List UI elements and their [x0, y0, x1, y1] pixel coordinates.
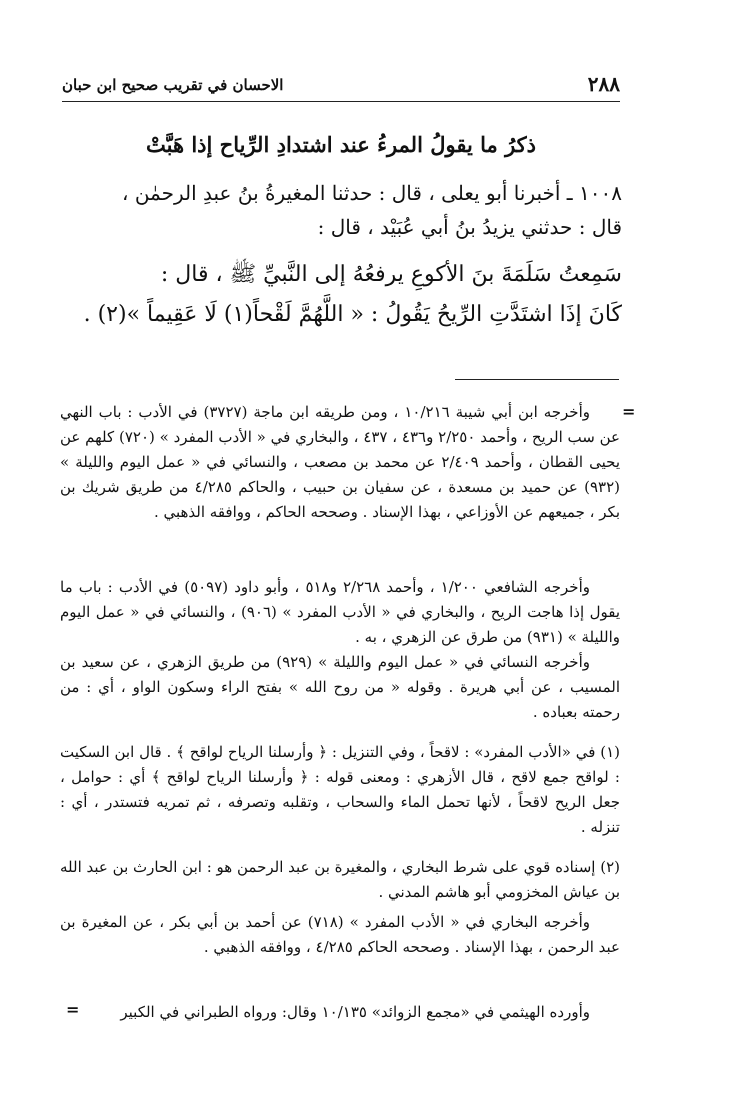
footnote-2: (٢) إسناده قوي على شرط البخاري ، والمغيرة بن عبد الرحمن هو : ابن الحارث بن عبد الله بن عياش المخزومي أبو هاشم المدني .: [60, 858, 620, 901]
page-number: ٢٨٨: [587, 72, 620, 96]
footnote-takhrij-2: وأخرجه الشافعي ١/٢٠٠ ، وأحمد ٢/٢٦٨ و٥١٨ ، وأبو داود (٥٠٩٧) في الأدب : باب ما يقول إذا هاجت الريح ، والبخاري في « الأدب المفرد » (٩٠٦) ، والنسائي في « عمل اليوم والليلة » (٩٣١) من طرق عن الزهري ، به .: [60, 578, 621, 646]
footnote-takhrij-4: وأخرجه البخاري في « الأدب المفرد » (٧١٨) عن أحمد بن أبي بكر ، عن المغيرة بن عبد الرحمن ، بهذا الإسناد . وصححه الحاكم ٤/٢٨٥ ، ووافقه الذهبي .: [60, 913, 620, 956]
footnote-separator: [455, 379, 619, 380]
hadith-line-3: سَمِعتُ سَلَمَةَ بنَ الأكوعِ يرفعُهُ إلى النَّبيِّ ﷺ ، قال :: [160, 262, 622, 287]
footnote-1: (١) في «الأدب المفرد» : لاقحاً ، وفي التنزيل : ﴿ وأرسلنا الرياح لواقح ﴾ . قال ابن السكيت : لواقح جمع لاقح ، قال الأزهري : ومعنى قوله : ﴿ وأرسلنا الرياح لواقح ﴾ أي : حوامل ، جعل الريح لاقحاً ، لأنها تحمل الماء والسحاب ، وتقلبه وتصرفه ، ثم تمريه فتستدر ، أي : تنزله .: [60, 743, 620, 836]
continuation-mark-top: =: [622, 402, 636, 421]
header-divider: [62, 101, 620, 102]
footnote-takhrij-1: وأخرجه ابن أبي شيبة ١٠/٢١٦ ، ومن طريقه ابن ماجة (٣٧٢٧) في الأدب : باب النهي عن سب الريح ، وأحمد ٢/٢٥٠ و٤٣٦ ، ٤٣٧ ، والبخاري في « الأدب المفرد » (٧٢٠) كلهم عن يحيى القطان ، وأحمد ٢/٤٠٩ عن محمد بن مصعب ، والنسائي في « عمل اليوم والليلة » (٩٣٢) عن حميد بن مسعدة ، عن سفيان بن حبيب ، والحاكم ٤/٢٨٥ من طريق شريك بن بكر ، جميعهم عن الأوزاعي ، بهذا الإسناد . وصححه الحاكم ، ووافقه الذهبي .: [60, 403, 621, 521]
chapter-title: ذكرُ ما يقولُ المرءُ عند اشتدادِ الرِّياح إذا هَبَّتْ: [145, 132, 537, 157]
footnote-takhrij-5: وأورده الهيثمي في «مجمع الزوائد» ١٠/١٣٥ وقال: ورواه الطبراني في الكبير: [120, 1003, 590, 1021]
hadith-line-1: ١٠٠٨ ـ أخبرنا أبو يعلى ، قال : حدثنا المغيرةُ بنُ عبدِ الرحمٰن ،: [122, 181, 622, 205]
hadith-line-2: قال : حدثني يزيدُ بنُ أبي عُبَيْد ، قال :: [317, 215, 622, 239]
page-header: [62, 72, 620, 98]
hadith-line-4: كَانَ إذَا اشتَدَّتِ الرِّيحُ يَقُولُ : « اللَّهُمَّ لَقْحاً(١) لَا عَقِيماً »(٢) .: [83, 302, 622, 327]
continuation-mark-bottom: =: [66, 1000, 80, 1019]
footnote-takhrij-3: وأخرجه النسائي في « عمل اليوم والليلة » (٩٢٩) من طريق الزهري ، عن سعيد بن المسيب ، عن أبي هريرة . وقوله « من روح الله » بفتح الراء وسكون الواو ، أي : من رحمته بعباده .: [60, 653, 620, 721]
running-title: الاحسان في تقريب صحيح ابن حبان: [62, 76, 284, 94]
